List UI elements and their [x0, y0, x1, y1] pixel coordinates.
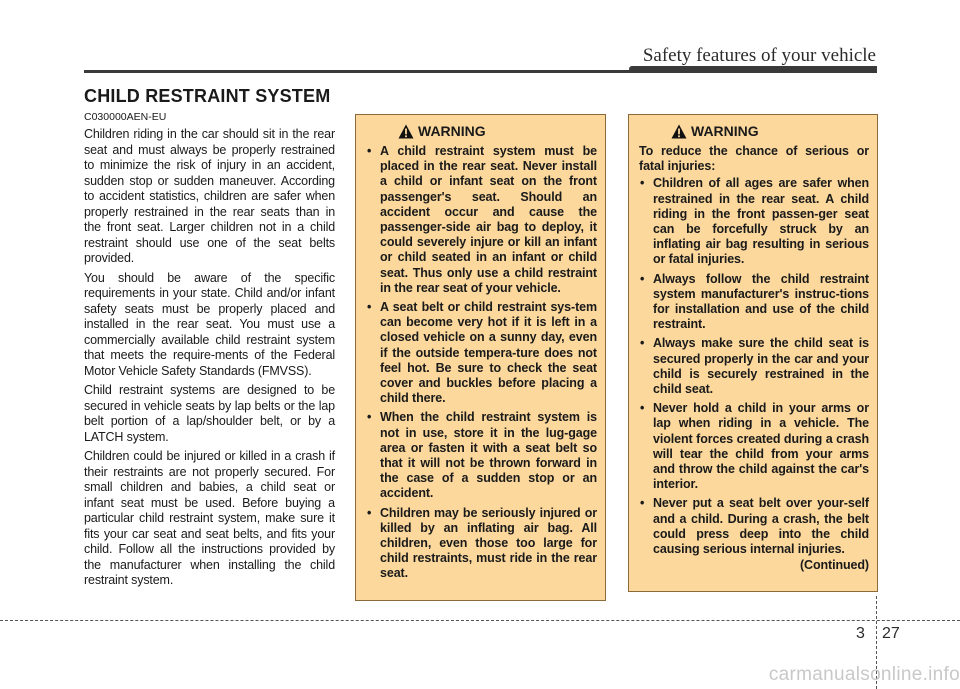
body-paragraph: You should be aware of the specific requirements in your state. Child and/or infant safety seats must be properly placed and installed in the rear seat. You must use a commercially available child restraint system that meets the require-ments of the Federal Motor Vehicle Safety Standards (FMVSS).: [84, 270, 335, 378]
warning-triangle-icon: [671, 124, 687, 139]
warning-label: WARNING: [691, 123, 759, 139]
warning-item: • Children of all ages are safer when restrained in the rear seat. A child riding in the front passen-ger seat can be forcefully struck by an inflating air bag resulting in serious or fatal injuries.: [639, 176, 869, 267]
footer-rule: [0, 620, 960, 621]
warning-box-2: [628, 114, 878, 592]
body-column: [84, 111, 335, 593]
warning-list: [639, 176, 869, 557]
warning-heading: [398, 123, 597, 139]
warning-item: • A seat belt or child restraint sys-tem can become very hot if it is left in a closed vehicle on a sunny day, even if the outside tempera-ture does not feel hot. Be sure to check the seat cover and buckles before placing a child there.: [366, 300, 597, 406]
warning-list: [366, 144, 597, 582]
warning-item: • A child restraint system must be placed in the rear seat. Never install a child or infant seat on the front passenger's seat. Should an accident occur and cause the passenger-side air bag to deploy, it could severely injure or kill an infant or child seated in an infant or child seat. Thus only use a child restraint in the rear seat of your vehicle.: [366, 144, 597, 296]
warning-item: • When the child restraint system is not in use, store it in the lug-gage area or fasten it with a seat belt so that it will not be thrown forward in the case of a sudden stop or an accident.: [366, 410, 597, 501]
warning-intro: To reduce the chance of serious or fatal injuries:: [639, 144, 869, 174]
warning-label: WARNING: [418, 123, 486, 139]
warning-triangle-icon: [398, 124, 414, 139]
page-number: 27: [882, 625, 900, 642]
running-header: Safety features of your vehicle: [642, 45, 876, 66]
warning-item: • Always follow the child restraint system manufacturer's instruc-tions for installation and use of the child restraint.: [639, 272, 869, 333]
warning-heading: [671, 123, 869, 139]
document-code: C030000AEN-EU: [84, 111, 167, 123]
continued-note: (Continued): [799, 558, 869, 573]
chapter-number: 3: [856, 625, 865, 642]
warning-item: • Always make sure the child seat is secured properly in the car and your child is securely restrained in the child seat.: [639, 336, 869, 397]
header-rule-accent: [629, 66, 877, 72]
watermark: carmanualsonline.info: [768, 664, 960, 685]
body-paragraph: Children could be injured or killed in a crash if their restraints are not properly secured. For small children and babies, a child seat or infant seat must be used. Before buying a particular child restraint system, make sure it fits your car seat and seat belts, and fits your child. Follow all the instructions provided by the manufacturer when installing the child restraint system.: [84, 449, 335, 587]
warning-item: • Children may be seriously injured or killed by an inflating air bag. All children, even those too large for child restraints, must ride in the rear seat.: [366, 506, 597, 582]
section-title: CHILD RESTRAINT SYSTEM: [84, 86, 331, 106]
body-paragraph: Children riding in the car should sit in the rear seat and must always be properly restrained to minimize the risk of injury in an accident, sudden stop or sudden maneuver. According to accident statistics, children are safer when properly restrained in the rear seats than in the front seat. Larger children not in a child restraint should use one of the seat belts provided.: [84, 127, 335, 265]
body-paragraph: Child restraint systems are designed to be secured in vehicle seats by lap belts or the lap belt portion of a lap/shoulder belt, or by a LATCH system.: [84, 383, 335, 444]
warning-item: • Never hold a child in your arms or lap when riding in a vehicle. The violent forces created during a crash will tear the child from your arms and throw the child against the car's interior.: [639, 401, 869, 492]
warning-item: • Never put a seat belt over your-self and a child. During a crash, the belt could press deep into the child causing serious internal injuries.: [639, 496, 869, 557]
warning-box-1: [355, 114, 606, 601]
